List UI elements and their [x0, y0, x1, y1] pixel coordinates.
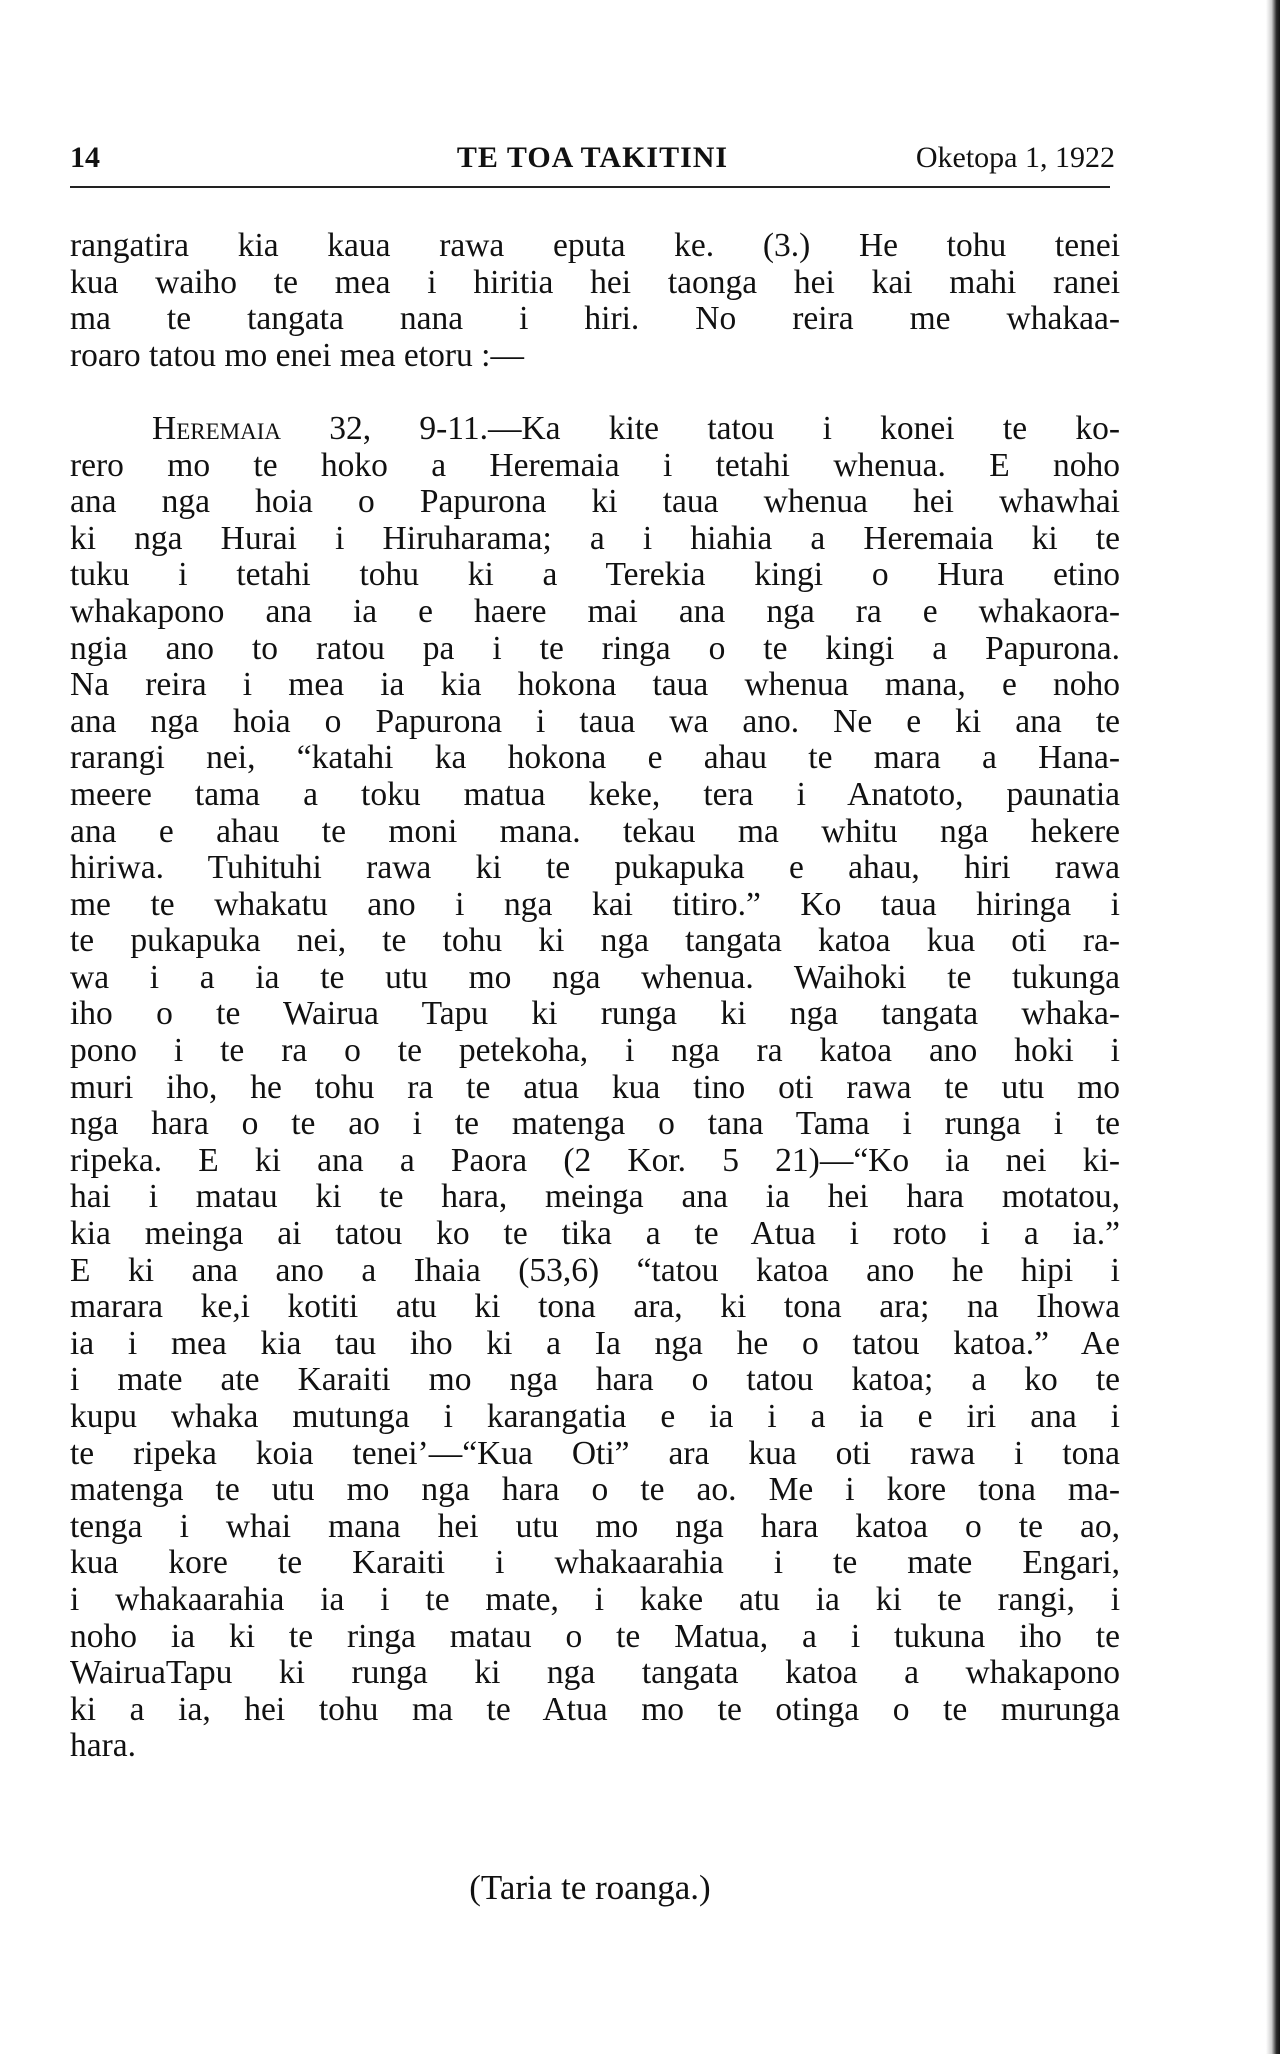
- text-line: E ki ana ano a Ihaia (53,6) “tatou katoa ano he hipi i: [70, 1251, 1120, 1289]
- paragraph-gap: [70, 374, 1120, 411]
- journal-title: TE TOA TAKITINI: [456, 141, 729, 174]
- scripture-reference: Heremaia 32, 9-11.: [152, 409, 488, 447]
- text-line: rarangi nei, “katahi ka hokona e ahau te mara a Hana-: [70, 739, 1120, 777]
- running-header: [70, 138, 1115, 178]
- text-line: nga hara o te ao i te matenga o tana Tama i runga i te: [70, 1105, 1120, 1143]
- text-line: muri iho, he tohu ra te atua kua tino oti rawa te utu mo: [70, 1068, 1120, 1106]
- text-line: pono i te ra o te petekoha, i nga ra katoa ano hoki i: [70, 1032, 1120, 1070]
- header-rule: [70, 186, 1110, 188]
- text-line: tuku i tetahi tohu ki a Terekia kingi o Hura etino: [70, 556, 1120, 594]
- text-line: te pukapuka nei, te tohu ki nga tangata katoa kua oti ra-: [70, 922, 1120, 960]
- text-line: i whakaarahia ia i te mate, i kake atu ia ki te rangi, i: [70, 1580, 1120, 1618]
- text-line: ki a ia, hei tohu ma te Atua mo te otinga o te murunga: [70, 1690, 1120, 1728]
- text-line: ki nga Hurai i Hiruharama; a i hiahia a Heremaia ki te: [70, 519, 1120, 557]
- first-line-text: —Ka kite tatou i konei te ko-: [487, 409, 1120, 447]
- text-line: iho o te Wairua Tapu ki runga ki nga tangata whaka-: [70, 995, 1120, 1033]
- text-line: kua kore te Karaiti i whakaarahia i te mate Engari,: [70, 1544, 1120, 1582]
- text-line: ma te tangata nana i hiri. No reira me whakaa-: [70, 300, 1120, 338]
- text-line: te ripeka koia tenei’—“Kua Oti” ara kua oti rawa i tona: [70, 1434, 1120, 1472]
- text-line: ripeka. E ki ana a Paora (2 Kor. 5 21)—“Ko ia nei ki-: [70, 1141, 1120, 1179]
- text-line: matenga te utu mo nga hara o te ao. Me i kore tona ma-: [70, 1471, 1120, 1509]
- paragraph-2: [70, 411, 1120, 1765]
- text-line: kia meinga ai tatou ko te tika a te Atua i roto i a ia.”: [70, 1215, 1120, 1253]
- text-line: rangatira kia kaua rawa eputa ke. (3.) He tohu tenei: [70, 227, 1120, 264]
- text-line: ana nga hoia o Papurona i taua wa ano. Ne e ki ana te: [70, 702, 1120, 740]
- article-body: [70, 228, 1120, 1765]
- text-line: roaro tatou mo enei mea etoru :—: [70, 336, 524, 374]
- text-line-first: [70, 411, 1120, 448]
- text-line: hara.: [70, 1727, 137, 1765]
- text-line: i mate ate Karaiti mo nga hara o tatou katoa; a ko te: [70, 1361, 1120, 1399]
- text-line: hai i matau ki te hara, meinga ana ia hei hara motatou,: [70, 1178, 1120, 1216]
- text-line: hiriwa. Tuhituhi rawa ki te pukapuka e ahau, hiri rawa: [70, 849, 1120, 887]
- text-line: ngia ano to ratou pa i te ringa o te kingi a Papurona.: [70, 629, 1120, 667]
- text-line: me te whakatu ano i nga kai titiro.” Ko taua hiringa i: [70, 885, 1120, 923]
- text-line: ana e ahau te moni mana. tekau ma whitu nga hekere: [70, 812, 1120, 850]
- text-line: kua waiho te mea i hiritia hei taonga hei kai mahi ranei: [70, 263, 1120, 301]
- page-edge-shadow: [1266, 0, 1280, 2054]
- text-line: meere tama a toku matua keke, tera i Anatoto, paunatia: [70, 775, 1120, 813]
- page-number: 14: [70, 141, 100, 174]
- text-line: kupu whaka mutunga i karangatia e ia i a ia e iri ana i: [70, 1398, 1120, 1435]
- text-line: rero mo te hoko a Heremaia i tetahi whenua. E noho: [70, 446, 1120, 484]
- issue-date: Oketopa 1, 1922: [915, 141, 1115, 174]
- paragraph-1: [70, 228, 1120, 374]
- text-line: Na reira i mea ia kia hokona taua whenua mana, e noho: [70, 666, 1120, 704]
- text-line: WairuaTapu ki runga ki nga tangata katoa a whakapono: [70, 1654, 1120, 1692]
- continued-note: [0, 1868, 1280, 1908]
- text-line: wa i a ia te utu mo nga whenua. Waihoki te tukunga: [70, 958, 1120, 996]
- continued-note-text: (Taria te roanga.): [469, 1868, 711, 1907]
- text-line: marara ke,i kotiti atu ki tona ara, ki tona ara; na Ihowa: [70, 1288, 1120, 1326]
- text-line: whakapono ana ia e haere mai ana nga ra e whakaora-: [70, 592, 1120, 630]
- text-line: ia i mea kia tau iho ki a Ia nga he o tatou katoa.” Ae: [70, 1324, 1120, 1362]
- text-line: noho ia ki te ringa matau o te Matua, a i tukuna iho te: [70, 1617, 1120, 1655]
- text-line: tenga i whai mana hei utu mo nga hara katoa o te ao,: [70, 1507, 1120, 1545]
- text-line: ana nga hoia o Papurona ki taua whenua hei whawhai: [70, 483, 1120, 521]
